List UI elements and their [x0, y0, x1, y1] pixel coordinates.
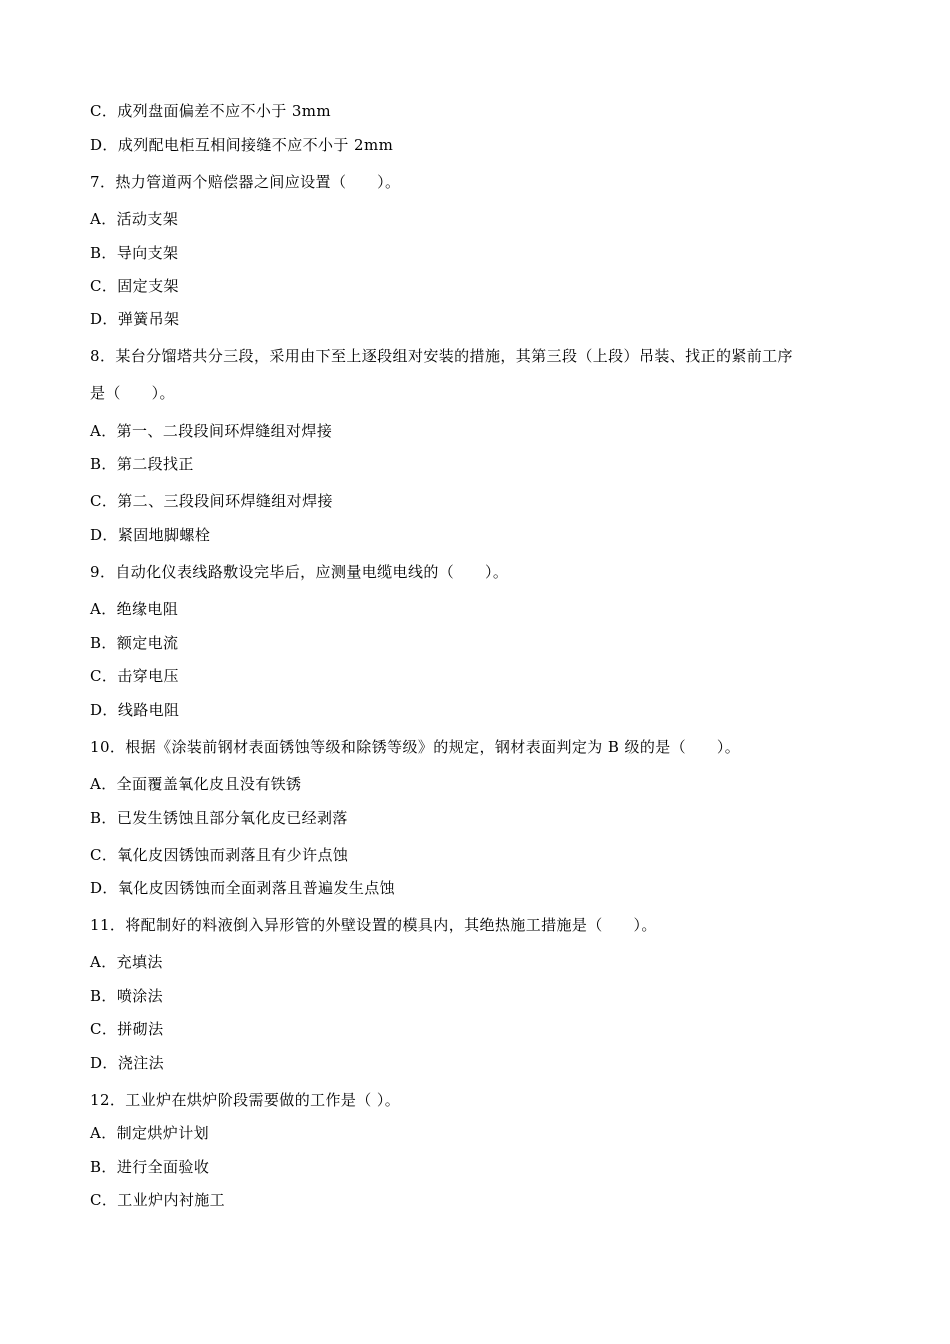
option-c-q10: C．氧化皮因锈蚀而剥落且有少许点蚀 — [90, 846, 349, 864]
question-9: 9．自动化仪表线路敷设完毕后，应测量电缆电线的（ ）。 — [90, 563, 509, 581]
option-d-q9: D．线路电阻 — [90, 701, 180, 719]
option-b-q7: B．导向支架 — [90, 244, 179, 262]
option-a-q8: A．第一、二段段间环焊缝组对焊接 — [90, 422, 333, 440]
option-d-q7: D．弹簧吊架 — [90, 310, 180, 328]
option-c-q12: C．工业炉内衬施工 — [90, 1191, 226, 1209]
option-a-q7: A．活动支架 — [90, 210, 179, 228]
question-7: 7．热力管道两个赔偿器之间应设置（ ）。 — [90, 173, 401, 191]
option-b-q8: B．第二段找正 — [90, 455, 194, 473]
option-d-q8: D．紧固地脚螺栓 — [90, 526, 211, 544]
option-d-q11: D．浇注法 — [90, 1054, 165, 1072]
question-12: 12．工业炉在烘炉阶段需要做的工作是（ ）。 — [90, 1091, 401, 1109]
question-8: 8．某台分馏塔共分三段，采用由下至上逐段组对安装的措施，其第三段（上段）吊装、找正的紧前工序 — [90, 347, 793, 365]
question-11: 11．将配制好的料液倒入异形管的外壁设置的模具内，其绝热施工措施是（ ）。 — [90, 916, 657, 934]
option-a-q10: A．全面覆盖氧化皮且没有铁锈 — [90, 775, 302, 793]
option-b-q10: B．已发生锈蚀且部分氧化皮已经剥落 — [90, 809, 348, 827]
option-d-q10: D．氧化皮因锈蚀而全面剥落且普遍发生点蚀 — [90, 879, 396, 897]
option-c-q8: C．第二、三段段间环焊缝组对焊接 — [90, 492, 333, 510]
option-c-q7: C．固定支架 — [90, 277, 179, 295]
option-c-q6: C．成列盘面偏差不应不小于 3mm — [90, 102, 332, 120]
option-a-q9: A．绝缘电阻 — [90, 600, 179, 618]
option-c-q11: C．拼砌法 — [90, 1020, 164, 1038]
question-8-cont: 是（ ）。 — [90, 384, 175, 402]
option-b-q9: B．额定电流 — [90, 634, 179, 652]
option-c-q9: C．击穿电压 — [90, 667, 179, 685]
option-d-q6: D．成列配电柜互相间接缝不应不小于 2mm — [90, 136, 394, 154]
option-b-q12: B．进行全面验收 — [90, 1158, 210, 1176]
question-10: 10．根据《涂装前钢材表面锈蚀等级和除锈等级》的规定，钢材表面判定为 B 级的是（ ）。 — [90, 738, 741, 756]
option-a-q11: A．充填法 — [90, 953, 163, 971]
option-b-q11: B．喷涂法 — [90, 987, 164, 1005]
option-a-q12: A．制定烘炉计划 — [90, 1124, 210, 1142]
